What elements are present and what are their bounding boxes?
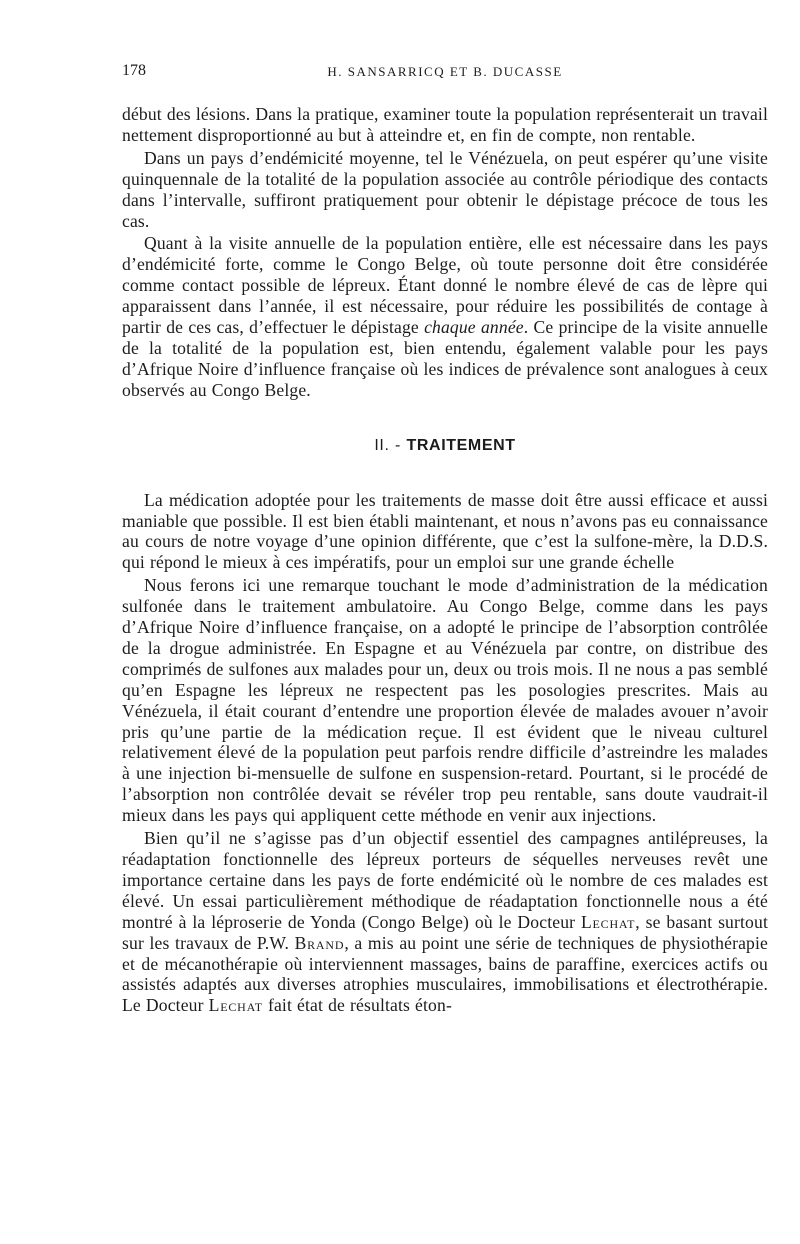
paragraph-text: Quant à la visite annuelle de la population entière, elle est nécessaire dans les pays d’endémicité forte, comme le Congo Belge, où toute personne doit être considérée comme contact possible de lépreux. Étant donné le nombre élevé de cas de lèpre qui apparaissent dans l’année, il est nécessaire, pour réduire les possibilités de contage à partir de ces cas, d’effectuer le dépistage [122,233,768,338]
paragraph-venezuela: Dans un pays d’endémicité moyenne, tel le Vénézuela, on peut espérer qu’une visite quinquennale de la totalité de la population associée au contrôle périodique des contacts dans l’intervalle, suffiront pratiquement pour obtenir le dépistage précoce de tous les cas. [122,147,768,231]
running-header [122,62,768,86]
body-text [122,104,768,1016]
paragraph-continued: début des lésions. Dans la pratique, examiner toute la population représenterait un travail nettement disproportionné au but à atteindre et, en fin de compte, non rentable. [122,104,768,145]
paragraph-text: , se basant surtout sur les travaux de P.W. [122,911,768,953]
paragraph-text: . Ce principe de la visite annuelle de la totalité de la population est, bien entendu, également valable pour les pays d’Afrique Noire d’influence française où les indices de prévalence sont analogues à ceux observés au Congo Belge. [122,317,768,400]
author-name-brand: Brand [294,932,345,953]
emphasis-chaque-annee: chaque année [424,317,524,338]
section-title: TRAITEMENT [406,436,516,454]
paragraph-administration: Nous ferons ici une remarque touchant le mode d’administration de la médication sulfonée dans le traitement ambulatoire. Au Congo Belge, comme dans les pays d’Afrique Noire d’influence française, on a adopté le principe de l’absorption contrôlée de la drogue administrée. En Espagne et au Vénézuela par contre, on distribue des comprimés de sulfones aux malades pour un, deux ou trois mois. Il ne nous a pas semblé qu’en Espagne les lépreux ne respectent pas les posologies prescrites. Mais au Vénézuela, il était courant d’entendre une proportion élevée de malades avouer n’avoir pris qu’une partie de la médication reçue. Il est évident que le niveau culturel relativement élevé de la population peut parfois rendre difficile d’astreindre les malades à une injection bi-mensuelle de sulfone en suspension-retard. Pourtant, si le procédé de l’absorption non contrôlée devait se révéler trop peu rentable, sans doute vaudrait-il mieux dans les pays qui appliquent cette méthode en venir aux injections. [122,575,768,826]
paragraph-text: , a mis au point une série de techniques de physiothérapie et de mécanothérapie où interviennent massages, bains de paraffine, exercices actifs ou assistés adaptés aux diverses atrophies musculaires, immobilisations et électrothérapie. Le Docteur [122,932,768,1016]
paragraph-text: Bien qu’il ne s’agisse pas d’un objectif essentiel des campagnes antilépreuses, la réadaptation fonctionnelle des lépreux porteurs de séquelles nerveuses revêt une importance certaine dans les pays de forte endémicité où le nombre de ces malades est élevé. Un essai particulièrement méthodique de réadaptation fonctionnelle nous a été montré à la léproserie de Yonda (Congo Belge) où le Docteur [122,828,768,932]
section-heading [122,436,768,457]
author-name-lechat: Lechat [580,911,636,932]
author-name-lechat: Lechat [208,995,263,1016]
running-title-authors: H. SANSARRICQ ET B. DUCASSE [327,64,563,79]
paragraph-text: fait état de résultats éton- [262,995,452,1016]
page-number: 178 [122,62,146,79]
paragraph-annual-visit [122,233,768,400]
document-page [122,62,768,1016]
section-number: II. - [374,436,401,454]
paragraph-readaptation [122,828,768,1016]
paragraph-medication: La médication adoptée pour les traitements de masse doit être aussi efficace et aussi maniable que possible. Il est bien établi maintenant, et nous n’avons pas eu connaissance au cours de notre voyage d’une opinion différente, que c’est la sulfone-mère, la D.D.S. qui répond le mieux à ces impératifs, pour un emploi sur une grande échelle [122,489,768,573]
